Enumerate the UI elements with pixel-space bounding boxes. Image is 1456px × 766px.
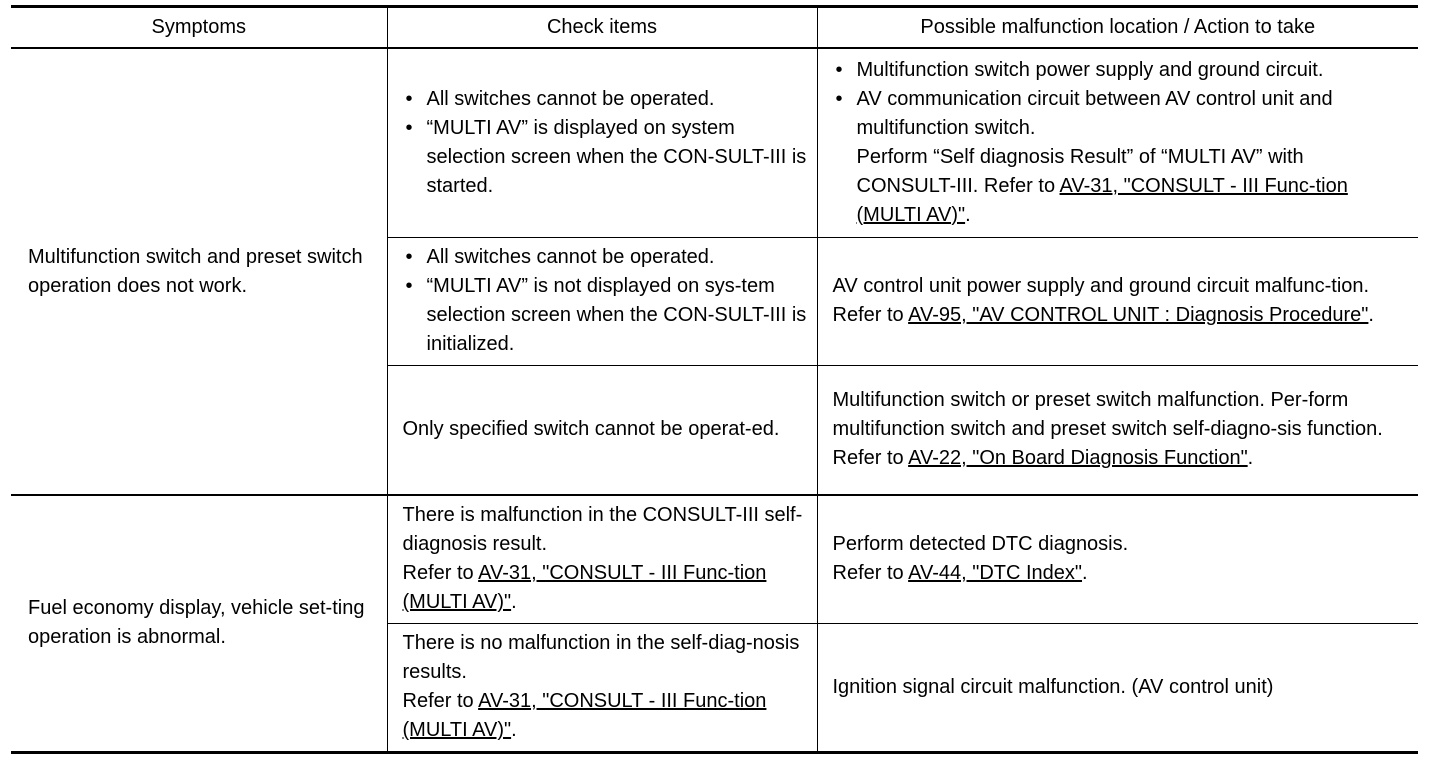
check-items-cell [387,237,817,365]
check-item: • All switches cannot be operated. [403,85,807,114]
action-text: Perform detected DTC diagnosis. [832,533,1129,556]
period: . [1247,447,1254,470]
period: . [1368,304,1374,326]
check-items-cell [387,495,817,623]
period: . [1082,562,1088,585]
reference-link[interactable]: AV-95, "AV CONTROL UNIT : Diagnosis Procedure" [908,304,1369,326]
header-row [11,7,1418,49]
reference-link[interactable]: AV-44, "DTC Index" [908,562,1083,585]
symptom-cell [11,495,387,752]
action-cell [817,495,1418,623]
reference-link[interactable]: AV-31, "CONSULT - III Func-tion (MULTI AV)" [402,562,767,614]
reference-link[interactable]: AV-22, "On Board Diagnosis Function" [908,447,1248,470]
table-row [11,48,1418,237]
check-list [403,85,807,201]
action-cell [817,623,1418,752]
check-text: There is malfunction in the CONSULT-III self-diagnosis result. [402,504,803,556]
period: . [511,719,517,741]
check-items-cell [387,365,817,495]
action-text: Refer to [832,562,909,585]
action-list [833,56,1409,230]
action-cell [817,365,1418,495]
check-text: There is no malfunction in the self-diag-nosis results. [402,632,800,683]
check-text: Only specified switch cannot be operat-ed. [402,418,780,441]
action-item [833,85,1409,230]
period: . [965,203,971,226]
check-items-cell [387,623,817,752]
table-row [11,495,1418,623]
action-item: • Multifunction switch power supply and ground circuit. [833,56,1409,85]
check-text: Refer to [402,562,479,585]
header-check-items: Check items [387,7,817,49]
diagnosis-table [11,5,1418,754]
check-text: Refer to [402,690,479,712]
action-text: AV control unit power supply and ground circuit malfunc-tion. Refer to [832,275,1370,326]
header-symptoms: Symptoms [11,7,387,49]
action-text: Multifunction switch or preset switch malfunction. Per-form multifunction switch and preset switch self-diagno-sis function. Refer to [832,389,1383,470]
action-item-text: AV communication circuit between AV control unit and multifunction switch. [856,87,1333,139]
symptom-cell [11,48,387,495]
action-cell [817,48,1418,237]
action-cell [817,237,1418,365]
check-item: • “MULTI AV” is not displayed on sys-tem selection screen when the CON-SULT-III is initialized. [403,272,807,359]
check-item: • All switches cannot be operated. [403,243,807,272]
action-item-text: Perform “Self diagnosis Result” of “MULTI AV” with CONSULT-III. Refer to [856,145,1304,197]
symptom-text: Fuel economy display, vehicle set-ting operation is abnormal. [28,597,365,649]
period: . [511,591,517,614]
check-list [403,243,807,359]
reference-link[interactable]: AV-31, "CONSULT - III Func-tion (MULTI AV)" [856,174,1348,226]
symptom-text: Multifunction switch and preset switch operation does not work. [28,245,363,297]
reference-link[interactable]: AV-31, "CONSULT - III Func-tion (MULTI AV)" [402,690,767,741]
check-items-cell [387,48,817,237]
header-action: Possible malfunction location / Action to take [817,7,1418,49]
action-text: Ignition signal circuit malfunction. (AV control unit) [832,675,1274,698]
check-item: • “MULTI AV” is displayed on system selection screen when the CON-SULT-III is started. [403,114,807,201]
